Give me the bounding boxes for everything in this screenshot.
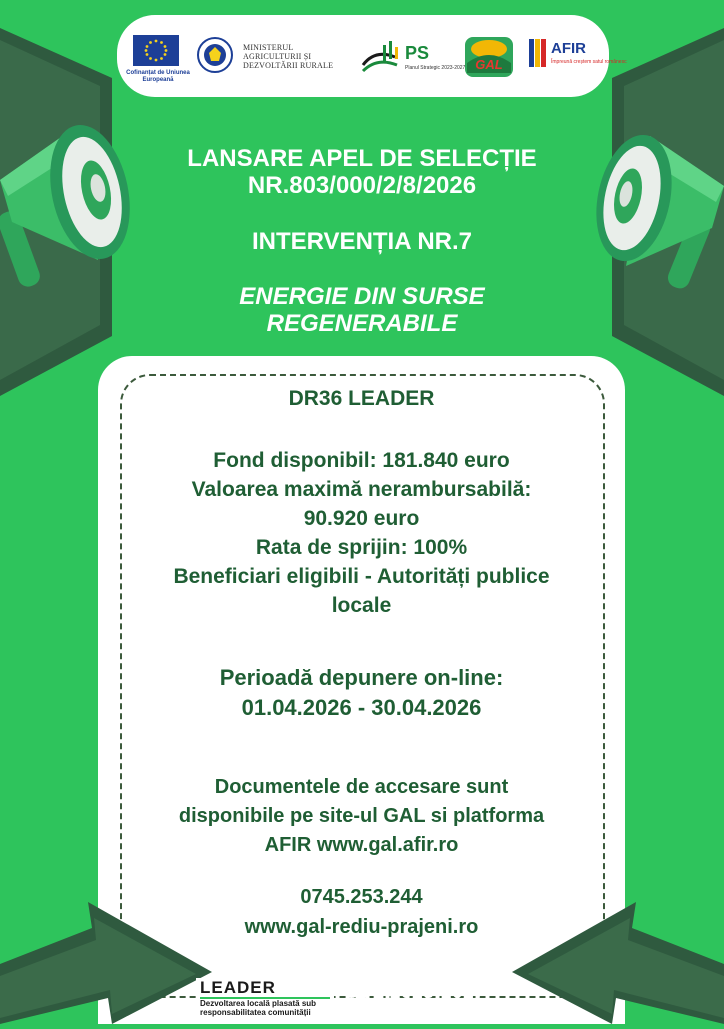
support-rate: Rata de sprijin: 100%	[255, 536, 468, 559]
intervention-title: INTERVENȚIA NR.7	[251, 228, 473, 255]
ministry-name: MINISTERUL AGRICULTURII ȘI DEZVOLTĂRII RURALE	[243, 43, 334, 70]
measure-title	[120, 283, 604, 337]
docs-line: disponibile pe site-ul GAL si platforma	[178, 805, 545, 827]
beneficiaries-cont: locale	[331, 594, 392, 617]
sdl-period: SDL 2023-2027	[345, 982, 486, 1003]
period-label: Perioadă depunere on-line:	[219, 665, 504, 690]
ps-logo	[361, 35, 466, 83]
funding-details	[98, 446, 625, 620]
measure-line: ENERGIE DIN SURSE	[239, 283, 485, 310]
docs-line: AFIR www.gal.afir.ro	[264, 834, 459, 856]
max-value-label: Valoarea maximă nerambursabilă:	[191, 478, 532, 501]
submission-period	[98, 663, 625, 723]
logo-bar	[117, 15, 627, 97]
beneficiaries: Beneficiari eligibili - Autorități publice	[173, 565, 550, 588]
afir-caption: Împreună creștem satul românesc	[551, 59, 627, 65]
measure-line: REGENERABILE	[266, 310, 458, 337]
eu-flag-icon	[133, 35, 179, 66]
leader-logo	[196, 978, 334, 1018]
ps-caption: Planul Strategic 2023-2027	[405, 65, 466, 71]
documents-note	[98, 773, 625, 860]
phone-number: 0745.253.244	[300, 886, 423, 908]
megaphone-icon	[586, 120, 724, 300]
call-number: NR.803/000/2/8/2026	[247, 172, 477, 199]
docs-line: Documentele de accesare sunt	[214, 776, 509, 798]
leader-tagline: Dezvoltarea locală plasată sub responsabilitatea comunității	[200, 999, 317, 1017]
call-title-line: LANSARE APEL DE SELECȚIE	[187, 145, 537, 172]
website-link[interactable]: www.gal-rediu-prajeni.ro	[244, 916, 479, 938]
period-dates: 01.04.2026 - 30.04.2026	[241, 695, 482, 720]
ps-mark: PS	[405, 43, 430, 63]
arrow-icon	[510, 872, 724, 1029]
afir-mark: AFIR	[551, 40, 586, 57]
government-seal-icon	[197, 37, 233, 73]
megaphone-icon	[0, 110, 150, 300]
max-value-amount: 90.920 euro	[303, 507, 420, 530]
arrow-icon	[0, 876, 214, 1029]
eu-caption: Cofinanțat de Uniunea Europeană	[126, 70, 190, 83]
call-title	[120, 145, 604, 199]
leader-word: LEADER	[200, 978, 276, 997]
program-name: DR36 LEADER	[288, 387, 435, 410]
gal-mark: GAL	[475, 57, 503, 72]
afir-logo	[525, 33, 627, 83]
gal-logo	[463, 33, 515, 81]
available-fund: Fond disponibil: 181.840 euro	[213, 449, 510, 472]
